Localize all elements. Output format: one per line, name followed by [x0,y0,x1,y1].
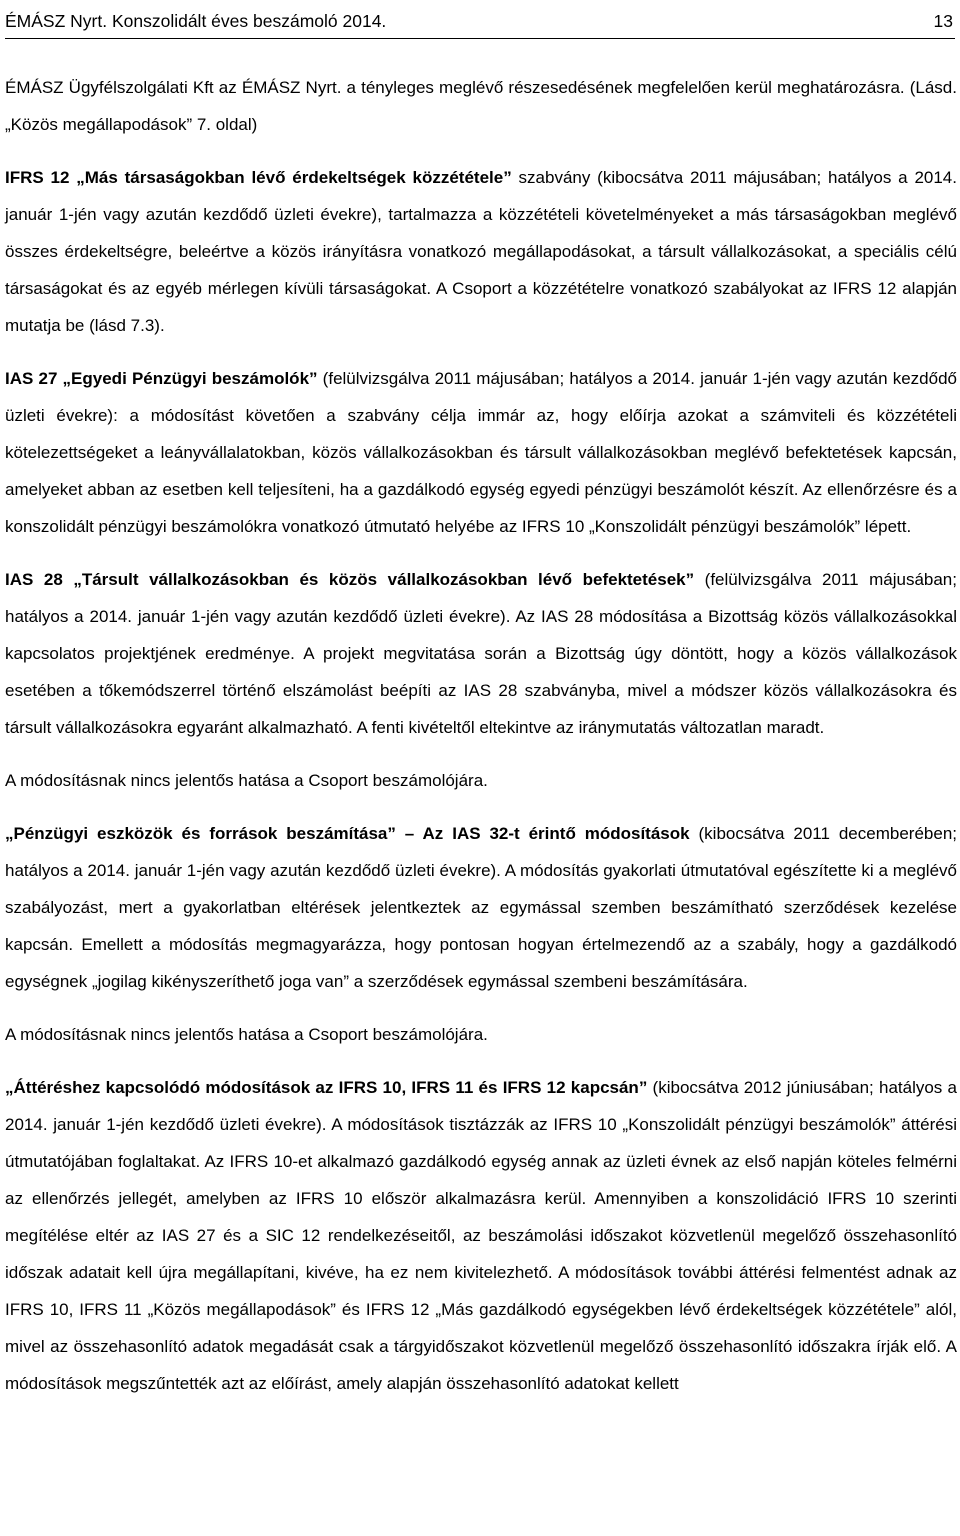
paragraph-emasz-ugyfelszolgalati [5,69,957,143]
paragraph-ias-27 [5,360,957,545]
paragraph-text: A módosításnak nincs jelentős hatása a Csoport beszámolójára. [5,1025,488,1044]
paragraph-transition-amendments [5,1069,957,1402]
paragraph-ias-28 [5,561,957,746]
paragraph-no-impact-1 [5,762,957,799]
standard-heading: „Pénzügyi eszközök és források beszámítása” – Az IAS 32-t érintő módosítások [5,824,690,843]
paragraph-text: (felülvizsgálva 2011 májusában; hatályos a 2014. január 1-jén vagy azután kezdődő üzleti évekre): a módosítást követően a szabvány célja immár az, hogy előírja azokat a számviteli és közzétételi kötelezettségeket a leányvállalatokban, közös vállalkozásokban és társult vállalkozásokban meglévő befektetések kapcsán, amelyeket abban az esetben kell teljesíteni, ha a gazdálkodó egység egyedi pénzügyi beszámolót készít. Az ellenőrzésre és a konszolidált pénzügyi beszámolókra vonatkozó útmutató helyébe az IFRS 10 „Konszolidált pénzügyi beszámolók” lépett. [5,369,957,536]
paragraph-text: (kibocsátva 2011 decemberében; hatályos a 2014. január 1-jén vagy azután kezdődő üzleti évekre). A módosítás gyakorlati útmutatóval egészítette ki a meglévő szabályozást, mert a gyakorlatban eltérések jelentkeztek az egymással szemben beszámítható szerződések kezelése kapcsán. Emellett a módosítás megmagyarázza, hogy pontosan hogyan értelmezendő az a szabály, hogy a gazdálkodó egységnek „jogilag kikényszeríthető joga van” a szerződések egymással szembeni beszámítására. [5,824,957,991]
page-header [5,4,953,38]
page-number: 13 [933,11,953,31]
standard-heading: IAS 28 „Társult vállalkozásokban és közös vállalkozásokban lévő befektetések” [5,570,695,589]
paragraph-text: ÉMÁSZ Ügyfélszolgálati Kft az ÉMÁSZ Nyrt. a tényleges meglévő részesedésének megfelelően kerül meghatározásra. (Lásd. „Közös megállapodások” 7. oldal) [5,78,957,134]
paragraph-ias-32 [5,815,957,1000]
paragraph-text: (kibocsátva 2012 júniusában; hatályos a 2014. január 1-jén kezdődő üzleti évekre). A módosítások tisztázzák az IFRS 10 „Konszolidált pénzügyi beszámolók” áttérési útmutatójában foglaltakat. Az IFRS 10-et alkalmazó gazdálkodó egység annak az üzleti évnek az első napján köteles felmérni az ellenőrzés jellegét, amelyben az IFRS 10 először alkalmazásra kerül. Amennyiben a konszolidáció IFRS 10 szerinti megítélése eltér az IAS 27 és a SIC 12 rendelkezéseitől, az beszámolási időszakot közvetlenül megelőző összehasonlító időszak adatait kell újra megállapítani, kivéve, ha ez nem kivitelezhető. A módosítások további áttérési felmentést adnak az IFRS 10, IFRS 11 „Közös megállapodások” és IFRS 12 „Más gazdálkodó egységekben lévő érdekeltségek közzététele” alól, mivel az összehasonlító adatok megadását csak a tárgyidőszakot közvetlenül megelőző összehasonlító időszakra írják elő. A módosítások megszűntették azt az előírást, amely alapján összehasonlító adatokat kellett [5,1078,957,1393]
paragraph-text: (felülvizsgálva 2011 májusában; hatályos a 2014. január 1-jén vagy azután kezdődő üzleti évekre). Az IAS 28 módosítása a Bizottság közös vállalkozásokkal kapcsolatos projektjének eredménye. A projekt megvitatása során a Bizottság úgy döntött, hogy a közös vállalkozások esetében a tőkemódszerrel történő elszámolást beépíti az IAS 28 szabványba, mivel a módszer közös vállalkozásokra és társult vállalkozásokra egyaránt alkalmazható. A fenti kivételtől eltekintve az iránymutatás változatlan maradt. [5,570,957,737]
paragraph-text: szabvány (kibocsátva 2011 májusában; hatályos a 2014. január 1-jén vagy azután kezdődő üzleti évekre), tartalmazza a közzétételi követelményeket a más társaságokban meglévő összes érdekeltségre, beleértve a közös irányításra vonatkozó megállapodásokat, a társult vállalkozásokat, a speciális célú társaságokat és az egyéb mérlegen kívüli társaságokat. A Csoport a közzétételre vonatkozó szabályokat az IFRS 12 alapján mutatja be (lásd 7.3). [5,168,957,335]
paragraph-text: A módosításnak nincs jelentős hatása a Csoport beszámolójára. [5,771,488,790]
standard-heading: IFRS 12 „Más társaságokban lévő érdekeltségek közzététele” [5,168,512,187]
paragraph-no-impact-2 [5,1016,957,1053]
document-title: ÉMÁSZ Nyrt. Konszolidált éves beszámoló 2014. [5,11,387,31]
paragraph-ifrs-12 [5,159,957,344]
standard-heading: „Áttéréshez kapcsolódó módosítások az IFRS 10, IFRS 11 és IFRS 12 kapcsán” [5,1078,648,1097]
standard-heading: IAS 27 „Egyedi Pénzügyi beszámolók” [5,369,318,388]
document-body [5,69,957,1418]
header-divider [5,38,955,39]
